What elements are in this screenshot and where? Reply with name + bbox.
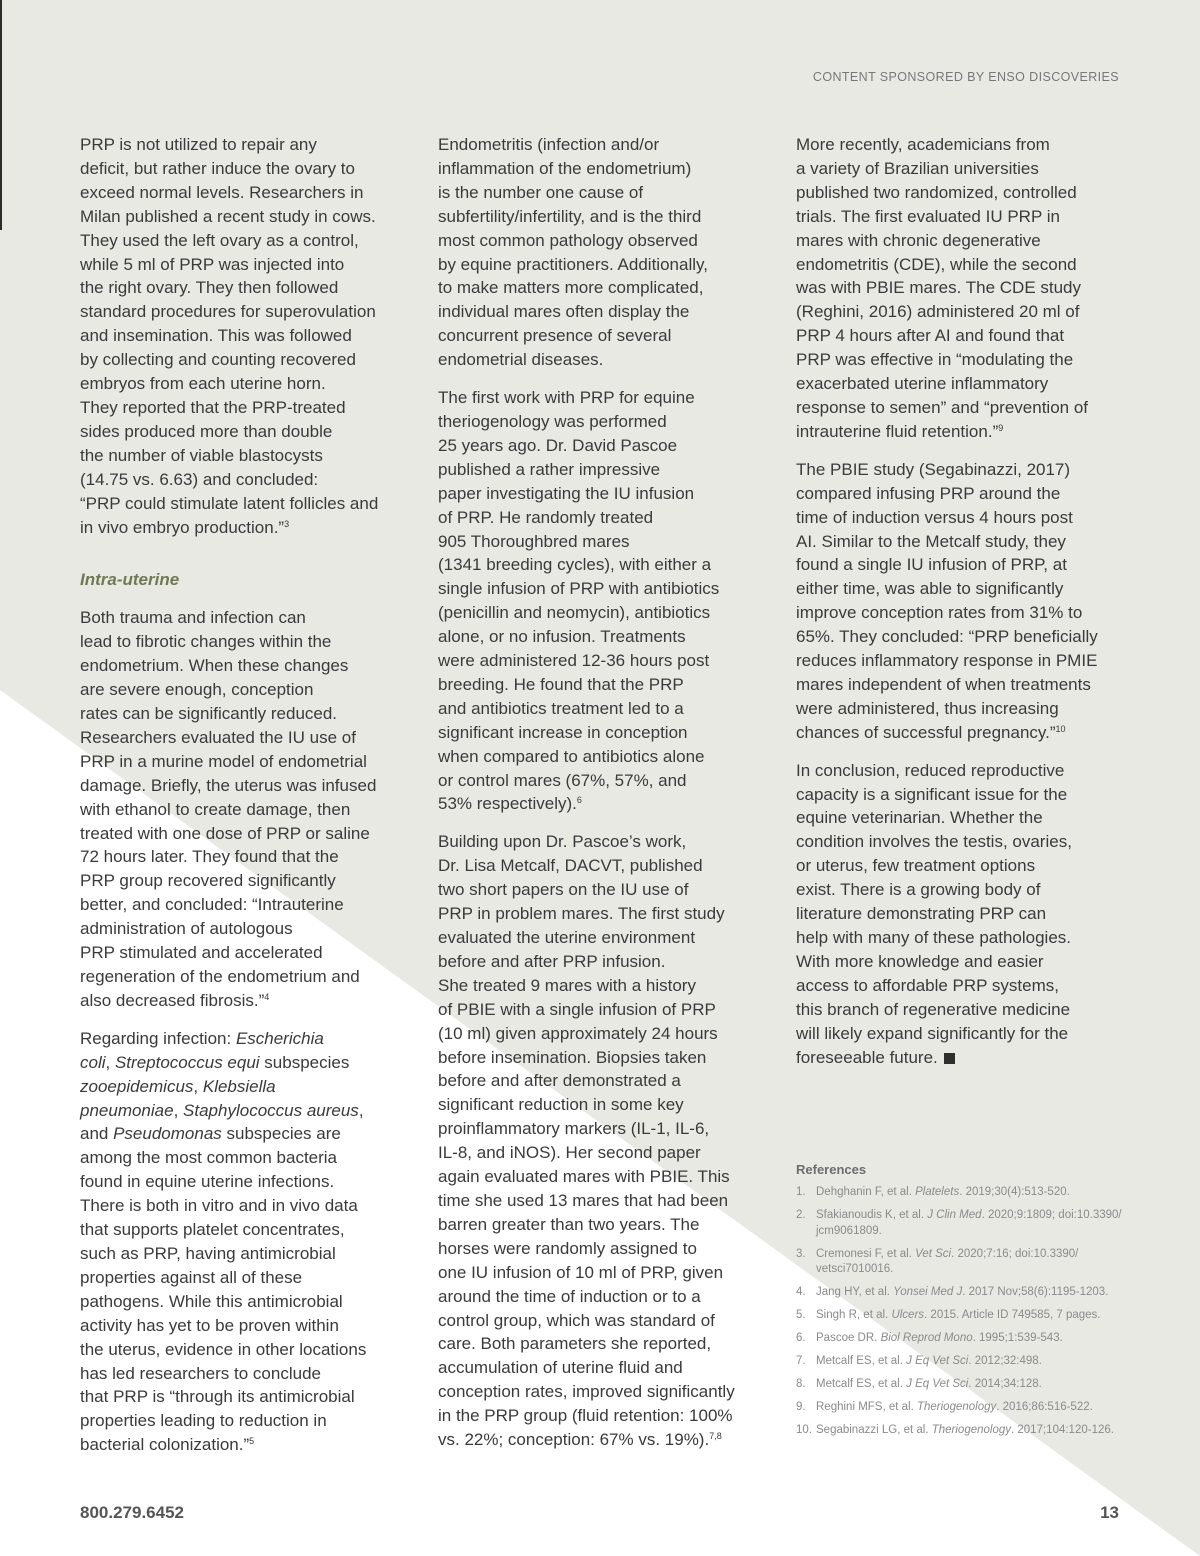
text-line: Milan published a recent study in cows.	[80, 206, 376, 226]
text-line: They reported that the PRP-treated	[80, 397, 346, 417]
text-line: exist. There is a growing body of	[796, 880, 1041, 900]
reference-authors: Cremonesi F, et al.	[816, 1247, 916, 1260]
reference-number: 8.	[796, 1378, 806, 1390]
text-line: embryos from each uterine horn.	[80, 374, 326, 394]
text-line	[438, 792, 773, 816]
reference-item	[796, 1400, 1126, 1416]
text-fragment: intrauterine fluid retention.”	[796, 421, 999, 441]
text-line: horses were randomly assigned to	[438, 1238, 697, 1258]
text-line: IL-8, and iNOS). Her second paper	[438, 1143, 701, 1163]
text-line	[796, 721, 1131, 745]
reference-item	[796, 1247, 1126, 1278]
col1-paragraph-2	[80, 606, 415, 1012]
species-name: Pseudomonas	[113, 1124, 222, 1144]
text-line: access to affordable PRP systems,	[796, 975, 1059, 995]
citation-superscript: 6	[576, 795, 582, 806]
text-line: control group, which was standard of	[438, 1310, 715, 1330]
reference-authors: Singh R, et al.	[816, 1309, 892, 1321]
text-line: AI. Similar to the Metcalf study, they	[796, 531, 1066, 551]
text-line: exceed normal levels. Researchers in	[80, 182, 364, 202]
reference-authors: Sfakianoudis K, et al.	[816, 1209, 928, 1221]
text-fragment: in vivo embryo production.”	[80, 517, 285, 537]
text-line: treated with one dose of PRP or saline	[80, 823, 370, 843]
text-line: (10 ml) given approximately 24 hours	[438, 1023, 718, 1043]
text-line: condition involves the testis, ovaries,	[796, 832, 1072, 852]
text-line: time of induction versus 4 hours post	[796, 507, 1073, 527]
text-line: exacerbated uterine inflammatory	[796, 374, 1049, 394]
reference-details: . 2012;32:498.	[968, 1355, 1042, 1367]
reference-journal: Yonsei Med J	[893, 1286, 963, 1298]
text-line: trials. The first evaluated IU PRP in	[796, 206, 1060, 226]
text-line: PRP group recovered significantly	[80, 871, 336, 891]
citation-superscript: 4	[264, 991, 270, 1002]
text-line: found in equine uterine infections.	[80, 1172, 335, 1192]
text-line: before and after PRP infusion.	[438, 951, 666, 971]
column-1	[80, 133, 415, 1471]
text-line: pathogens. While this antimicrobial	[80, 1291, 343, 1311]
reference-item	[796, 1377, 1126, 1393]
text-line: that supports platelet concentrates,	[80, 1220, 345, 1240]
text-line: concurrent presence of several	[438, 326, 672, 346]
text-line: before and after demonstrated a	[438, 1071, 681, 1091]
text-line: single infusion of PRP with antibiotics	[438, 579, 720, 599]
text-line	[80, 1075, 415, 1099]
text-line: deficit, but rather induce the ovary to	[80, 158, 355, 178]
text-line: PRP is not utilized to repair any	[80, 135, 317, 154]
text-line: time she used 13 mares that had been	[438, 1190, 729, 1210]
text-line: found a single IU infusion of PRP, at	[796, 555, 1067, 575]
species-name: Streptococcus equi	[114, 1052, 260, 1072]
text-line: of PBIE with a single infusion of PRP	[438, 999, 716, 1019]
col1-paragraph-3	[80, 1027, 415, 1457]
reference-journal: Vet Sci	[915, 1247, 952, 1260]
text-line: Building upon Dr. Pascoe’s work,	[438, 832, 687, 852]
reference-authors: Reghini MFS, et al.	[816, 1401, 917, 1413]
species-name: Staphylococcus aureus	[183, 1100, 359, 1120]
reference-item	[796, 1331, 1126, 1347]
text-line: around the time of induction or to a	[438, 1286, 701, 1306]
text-line: of PRP. He randomly treated	[438, 507, 654, 527]
text-line: are severe enough, conception	[80, 680, 314, 700]
text-line: (1341 breeding cycles), with either a	[438, 555, 712, 575]
text-line: The first work with PRP for equine	[438, 388, 695, 408]
text-line: has led researchers to conclude	[80, 1363, 321, 1383]
text-line: capacity is a significant issue for the	[796, 784, 1068, 804]
text-line: improve conception rates from 31% to	[796, 603, 1083, 623]
text-line: Both trauma and infection can	[80, 608, 306, 628]
text-line: and antibiotics treatment led to a	[438, 698, 684, 718]
text-line: 72 hours later. They found that the	[80, 847, 339, 867]
text-line: most common pathology observed	[438, 230, 698, 250]
text-fragment: ,	[193, 1076, 203, 1096]
reference-authors: Metcalf ES, et al.	[816, 1355, 907, 1367]
text-line: properties leading to reduction in	[80, 1411, 327, 1431]
col2-paragraph-3	[438, 830, 773, 1452]
text-line: by equine practitioners. Additionally,	[438, 254, 708, 274]
citation-superscript: 9	[998, 422, 1004, 433]
text-line: were administered, thus increasing	[796, 698, 1059, 718]
text-line: equine veterinarian. Whether the	[796, 808, 1043, 828]
text-line	[80, 1099, 415, 1123]
text-line	[80, 1027, 415, 1051]
reference-number: 4.	[796, 1286, 806, 1298]
reference-details: . 2017;104:120-126.	[1011, 1424, 1114, 1436]
reference-journal: J Eq Vet Sci	[906, 1355, 969, 1367]
reference-journal: Platelets	[915, 1186, 960, 1198]
text-line: to make matters more complicated,	[438, 278, 704, 298]
text-line: sides produced more than double	[80, 421, 333, 441]
text-line: inflammation of the endometrium)	[438, 158, 692, 178]
text-line: endometrial diseases.	[438, 350, 604, 370]
text-line: evaluated the uterine environment	[438, 928, 696, 947]
col2-paragraph-1	[438, 133, 773, 372]
text-line: when compared to antibiotics alone	[438, 746, 705, 766]
text-line: administration of autologous	[80, 919, 293, 939]
reference-item	[796, 1423, 1126, 1439]
text-line: 65%. They concluded: “PRP beneficially	[796, 627, 1098, 647]
text-line: published a rather impressive	[438, 459, 661, 479]
reference-authors: Jang HY, et al.	[816, 1286, 894, 1298]
text-line: before insemination. Biopsies taken	[438, 1047, 707, 1067]
col3-paragraph-2	[796, 458, 1131, 745]
text-fragment: and	[80, 1124, 114, 1144]
text-line: PRP was effective in “modulating the	[796, 350, 1074, 370]
text-line: either time, was able to significantly	[796, 579, 1064, 599]
text-line	[80, 989, 415, 1013]
text-line: rates can be significantly reduced.	[80, 704, 338, 724]
text-line: published two randomized, controlled	[796, 182, 1077, 202]
footer-phone: 800.279.6452	[80, 1503, 184, 1522]
text-line	[80, 1122, 415, 1146]
text-line: (penicillin and neomycin), antibiotics	[438, 603, 711, 623]
reference-journal: Ulcers	[891, 1309, 925, 1321]
species-name: Escherichia	[235, 1028, 324, 1048]
text-line: reduces inflammatory response in PMIE	[796, 651, 1098, 671]
text-line: help with many of these pathologies.	[796, 928, 1072, 947]
text-line: mares with chronic degenerative	[796, 230, 1041, 250]
text-line: With more knowledge and easier	[796, 951, 1044, 971]
species-name: zooepidemicus	[80, 1076, 194, 1096]
sponsor-header: CONTENT SPONSORED BY ENSO DISCOVERIES	[812, 70, 1119, 84]
text-line: or control mares (67%, 57%, and	[438, 770, 687, 790]
species-name: pneumoniae	[80, 1100, 174, 1120]
reference-authors: Pascoe DR.	[816, 1332, 881, 1344]
references-section	[796, 1162, 1126, 1446]
reference-authors: Dehghanin F, et al.	[816, 1186, 916, 1198]
reference-journal: Theriogenology	[931, 1424, 1011, 1436]
text-line: mares independent of when treatments	[796, 674, 1091, 694]
section-subhead: Intra-uterine	[80, 570, 180, 590]
citation-superscript: 3	[284, 518, 290, 529]
text-line: “PRP could stimulate latent follicles and	[80, 493, 379, 513]
reference-number: 1.	[796, 1186, 806, 1198]
text-line	[796, 1046, 1131, 1070]
column-3	[796, 133, 1131, 1083]
text-fragment: vs. 22%; conception: 67% vs. 19%).	[438, 1430, 710, 1450]
text-line: with ethanol to create damage, then	[80, 799, 351, 819]
reference-item	[796, 1208, 1126, 1239]
citation-superscript: 5	[249, 1436, 255, 1447]
col2-paragraph-2	[438, 386, 773, 816]
reference-authors: Segabinazzi LG, et al.	[816, 1424, 932, 1436]
reference-details: . 2016;86:516-522.	[996, 1401, 1093, 1413]
text-line: endometritis (CDE), while the second	[796, 254, 1077, 274]
reference-item	[796, 1354, 1126, 1370]
species-name: coli	[80, 1052, 106, 1072]
end-square-icon	[944, 1053, 955, 1064]
text-line: the number of viable blastocysts	[80, 445, 323, 465]
text-line: were administered 12-36 hours post	[438, 651, 710, 671]
text-fragment: bacterial colonization.”	[80, 1435, 250, 1455]
text-line: The PBIE study (Segabinazzi, 2017)	[796, 459, 1071, 479]
text-line	[80, 1051, 415, 1075]
text-line: compared infusing PRP around the	[796, 483, 1061, 503]
text-line: Dr. Lisa Metcalf, DACVT, published	[438, 856, 703, 876]
text-fragment: also decreased fibrosis.”	[80, 990, 265, 1010]
reference-number: 5.	[796, 1309, 806, 1321]
text-line: again evaluated mares with PBIE. This	[438, 1167, 730, 1187]
text-fragment: ,	[358, 1100, 364, 1120]
references-list	[796, 1185, 1126, 1439]
text-line: will likely expand significantly for the	[796, 1023, 1069, 1043]
text-fragment: chances of successful pregnancy.”	[796, 722, 1056, 742]
text-line: barren greater than two years. The	[438, 1214, 700, 1234]
citation-superscript: 7,8	[709, 1431, 722, 1442]
text-line: Endometritis (infection and/or	[438, 135, 660, 154]
text-line: alone, or no infusion. Treatments	[438, 627, 686, 647]
text-line: significant increase in conception	[438, 722, 688, 742]
text-line: and insemination. This was followed	[80, 326, 352, 346]
text-line: subfertility/infertility, and is the third	[438, 206, 702, 226]
text-line: that PRP is “through its antimicrobial	[80, 1387, 355, 1407]
text-line: standard procedures for superovulation	[80, 302, 376, 322]
left-edge-rule	[0, 0, 2, 230]
text-line: PRP 4 hours after AI and found that	[796, 326, 1065, 346]
reference-item	[796, 1185, 1126, 1201]
reference-journal: J Eq Vet Sci	[906, 1378, 969, 1390]
text-line: endometrium. When these changes	[80, 656, 349, 676]
text-line: literature demonstrating PRP can	[796, 904, 1047, 924]
text-fragment: 53% respectively).	[438, 794, 577, 814]
text-line: theriogenology was performed	[438, 411, 667, 431]
citation-superscript: 10	[1055, 723, 1066, 734]
text-fragment: ,	[105, 1052, 115, 1072]
text-line: this branch of regenerative medicine	[796, 999, 1071, 1019]
col3-paragraph-1	[796, 133, 1131, 444]
text-line: More recently, academicians from	[796, 135, 1050, 154]
text-line: PRP in a murine model of endometrial	[80, 751, 367, 771]
text-line: She treated 9 mares with a history	[438, 975, 696, 995]
text-line: paper investigating the IU infusion	[438, 483, 695, 503]
text-line: while 5 ml of PRP was injected into	[80, 254, 345, 274]
text-fragment: foreseeable future.	[796, 1047, 938, 1067]
text-fragment: subspecies	[259, 1052, 350, 1072]
col1-paragraph-1	[80, 133, 415, 539]
text-line: one IU infusion of 10 ml of PRP, given	[438, 1262, 724, 1282]
text-line: regeneration of the endometrium and	[80, 967, 360, 986]
text-line: breeding. He found that the PRP	[438, 674, 684, 694]
reference-number: 9.	[796, 1401, 806, 1413]
text-line: is the number one cause of	[438, 182, 644, 202]
reference-number: 3.	[796, 1247, 806, 1260]
col3-paragraph-3	[796, 759, 1131, 1070]
reference-authors: Metcalf ES, et al.	[816, 1378, 907, 1390]
page-number: 13	[1100, 1503, 1119, 1522]
reference-number: 7.	[796, 1355, 806, 1367]
reference-journal: Theriogenology	[916, 1401, 997, 1413]
text-line: care. Both parameters she reported,	[438, 1334, 712, 1354]
text-line: in the PRP group (fluid retention: 100%	[438, 1406, 733, 1426]
text-line: 905 Thoroughbred mares	[438, 531, 630, 551]
text-line: PRP in problem mares. The first study	[438, 904, 725, 924]
text-line	[796, 420, 1131, 444]
reference-journal: J Clin Med	[927, 1209, 982, 1221]
text-line	[438, 1428, 773, 1452]
text-line: individual mares often display the	[438, 302, 690, 322]
text-fragment: ,	[173, 1100, 184, 1120]
reference-details: . 2014;34:128.	[968, 1378, 1042, 1390]
text-line: accumulation of uterine fluid and	[438, 1358, 683, 1378]
text-line: proinflammatory markers (IL-1, IL-6,	[438, 1119, 710, 1139]
reference-item	[796, 1285, 1126, 1301]
reference-details: . 2020;9:1809; doi:10.3390/ jcm9061809.	[816, 1209, 1122, 1237]
reference-details: . 2020;7:16; doi:10.3390/ vetsci7010016.	[816, 1247, 1079, 1275]
reference-details: . 1995;1:539-543.	[972, 1332, 1063, 1344]
reference-item	[796, 1308, 1126, 1324]
text-line: lead to fibrotic changes within the	[80, 632, 332, 652]
text-line: (14.75 vs. 6.63) and concluded:	[80, 469, 319, 489]
text-fragment: Regarding infection:	[80, 1028, 236, 1048]
text-line: activity has yet to be proven within	[80, 1315, 339, 1335]
reference-details: . 2019;30(4):513-520.	[959, 1186, 1070, 1198]
column-2	[438, 133, 773, 1466]
text-line: properties against all of these	[80, 1267, 303, 1287]
text-line: There is both in vitro and in vivo data	[80, 1196, 358, 1216]
text-line: was with PBIE mares. The CDE study	[796, 278, 1082, 298]
reference-details: . 2017 Nov;58(6):1195-1203.	[962, 1286, 1109, 1298]
text-line: damage. Briefly, the uterus was infused	[80, 775, 377, 795]
text-line	[80, 1433, 415, 1457]
text-line: such as PRP, having antimicrobial	[80, 1243, 336, 1263]
text-line: conception rates, improved significantly	[438, 1382, 735, 1402]
text-line: Researchers evaluated the IU use of	[80, 727, 356, 747]
reference-journal: Biol Reprod Mono	[880, 1332, 973, 1344]
text-line: They used the left ovary as a control,	[80, 230, 359, 250]
text-line: a variety of Brazilian universities	[796, 158, 1039, 178]
text-line	[80, 516, 415, 540]
text-line: better, and concluded: “Intrauterine	[80, 895, 344, 915]
text-line: the right ovary. They then followed	[80, 278, 339, 298]
text-line: In conclusion, reduced reproductive	[796, 760, 1065, 780]
text-line: (Reghini, 2016) administered 20 ml of	[796, 302, 1080, 322]
text-line: PRP stimulated and accelerated	[80, 943, 323, 963]
text-line: among the most common bacteria	[80, 1148, 338, 1168]
reference-details: . 2015. Article ID 749585, 7 pages.	[924, 1309, 1101, 1321]
text-line: significant reduction in some key	[438, 1095, 684, 1115]
text-line: two short papers on the IU use of	[438, 880, 689, 900]
text-fragment: subspecies are	[221, 1124, 341, 1144]
text-line: by collecting and counting recovered	[80, 350, 356, 370]
text-line: the uterus, evidence in other locations	[80, 1339, 367, 1359]
text-line: or uterus, few treatment options	[796, 856, 1036, 876]
references-title: References	[796, 1162, 867, 1177]
reference-number: 10.	[796, 1424, 812, 1436]
reference-number: 6.	[796, 1332, 806, 1344]
species-name: Klebsiella	[202, 1076, 276, 1096]
text-line: response to semen” and “prevention of	[796, 397, 1089, 417]
text-line: 25 years ago. Dr. David Pascoe	[438, 435, 678, 455]
reference-number: 2.	[796, 1209, 806, 1221]
